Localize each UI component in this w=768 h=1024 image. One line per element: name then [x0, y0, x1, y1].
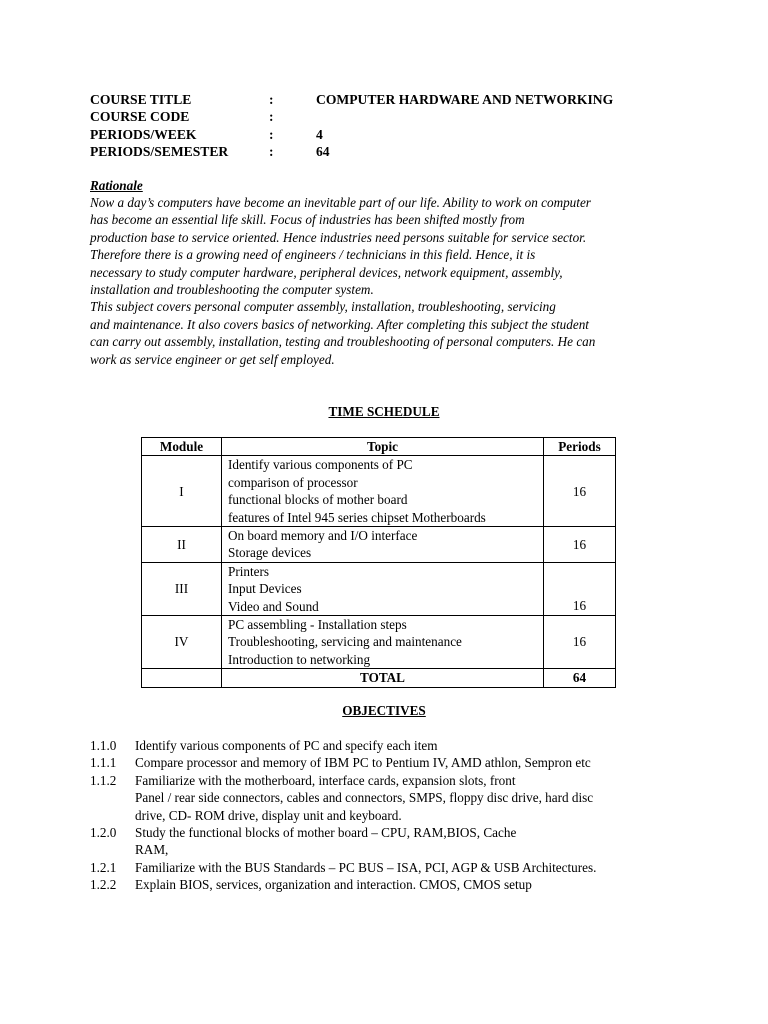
objective-line: Familiarize with the BUS Standards – PC BUS – ISA, PCI, AGP & USB Architectures. [135, 859, 597, 875]
topic-line: comparison of processor [228, 474, 358, 490]
topic-line: features of Intel 945 series chipset Motherboards [228, 509, 486, 525]
module-cell: III [142, 562, 222, 615]
objective-line: Explain BIOS, services, organization and interaction. CMOS, CMOS setup [135, 877, 532, 893]
topic-header: Topic [222, 438, 544, 456]
objective-text [135, 772, 710, 824]
periods-cell: 16 [544, 616, 616, 669]
course-info-row [90, 91, 690, 108]
periods-cell: 16 [544, 527, 616, 563]
rationale-line: and maintenance. It also covers basics of networking. After completing this subject the student [90, 316, 589, 332]
objective-line: Identify various components of PC and specify each item [135, 738, 438, 753]
topic-line: Introduction to networking [228, 651, 371, 667]
objective-line: drive, CD- ROM drive, display unit and keyboard. [135, 807, 402, 823]
rationale-line: production base to service oriented. Hence industries need persons suitable for service sector. [90, 229, 587, 245]
topic-line: Storage devices [228, 545, 312, 561]
table-row [142, 562, 616, 615]
table-row [142, 616, 616, 669]
objective-number: 1.1.0 [90, 738, 117, 753]
topic-line: Input Devices [228, 581, 302, 597]
separator: : [269, 144, 274, 160]
rationale-line: necessary to study computer hardware, peripheral devices, network equipment, assembly, [90, 264, 563, 280]
module-cell: I [142, 456, 222, 527]
course-title-label: COURSE TITLE [90, 92, 192, 107]
rationale-line: can carry out assembly, installation, testing and troubleshooting of personal computers. He can [90, 334, 596, 350]
objective-line: Panel / rear side connectors, cables and connectors, SMPS, floppy disc drive, hard disc [135, 790, 594, 806]
objectives-title: OBJECTIVES [342, 703, 426, 718]
topic-cell [222, 527, 544, 563]
module-header: Module [142, 438, 222, 456]
objective-line: RAM, [135, 842, 169, 858]
separator: : [269, 109, 274, 125]
objective-text [135, 737, 710, 754]
periods-semester-label: PERIODS/SEMESTER [90, 144, 229, 160]
rationale-line: Therefore there is a growing need of engineers / technicians in this field. Hence, it is [90, 247, 536, 263]
table-total-row [142, 669, 616, 687]
objective-text [135, 824, 710, 859]
course-info-row [90, 126, 690, 143]
rationale-line: installation and troubleshooting the computer system. [90, 282, 374, 298]
module-cell: II [142, 527, 222, 563]
objective-item [90, 754, 710, 771]
topic-cell [222, 616, 544, 669]
topic-line: Printers [228, 563, 270, 579]
objective-line: Familiarize with the motherboard, interface cards, expansion slots, front [135, 772, 516, 788]
objective-item [90, 824, 710, 859]
table-row [142, 456, 616, 527]
topic-line: Identify various components of PC [228, 457, 413, 473]
course-title-value: COMPUTER HARDWARE AND NETWORKING [316, 92, 614, 107]
total-label: TOTAL [222, 669, 544, 687]
rationale-line: This subject covers personal computer assembly, installation, troubleshooting, servicing [90, 299, 556, 315]
objective-item [90, 859, 710, 876]
objective-line: Study the functional blocks of mother board – CPU, RAM,BIOS, Cache [135, 825, 517, 841]
course-info-row [90, 108, 690, 125]
periods-week-value: 4 [316, 126, 323, 142]
topic-cell [222, 456, 544, 527]
objective-text [135, 876, 710, 893]
topic-line: Video and Sound [228, 598, 319, 614]
rationale-line: has become an essential life skill. Focus of industries has been shifted mostly from [90, 212, 525, 228]
table-header-row [142, 438, 616, 456]
topic-line: PC assembling - Installation steps [228, 617, 407, 633]
time-schedule-title: TIME SCHEDULE [328, 404, 440, 419]
rationale-heading: Rationale [90, 178, 143, 193]
topic-cell [222, 562, 544, 615]
objective-number: 1.2.1 [90, 859, 117, 875]
separator: : [269, 92, 274, 107]
objective-number: 1.2.0 [90, 825, 117, 841]
objective-item [90, 876, 710, 893]
objectives-list [90, 737, 710, 894]
rationale-line: work as service engineer or get self employed. [90, 351, 335, 367]
module-cell: IV [142, 616, 222, 669]
empty-cell [142, 669, 222, 687]
total-value: 64 [544, 669, 616, 687]
periods-header: Periods [544, 438, 616, 456]
course-code-label: COURSE CODE [90, 109, 190, 125]
topic-line: functional blocks of mother board [228, 492, 408, 508]
topic-line: Troubleshooting, servicing and maintenance [228, 634, 462, 650]
periods-cell: 16 [544, 562, 616, 615]
objective-number: 1.2.2 [90, 877, 117, 893]
objective-text [135, 754, 710, 771]
objective-text [135, 859, 710, 876]
rationale-line: Now a day’s computers have become an inevitable part of our life. Ability to work on computer [90, 195, 591, 210]
separator: : [269, 126, 274, 142]
objective-number: 1.1.1 [90, 755, 117, 771]
objective-item [90, 772, 710, 824]
course-info [90, 91, 690, 161]
objective-line: Compare processor and memory of IBM PC to Pentium IV, AMD athlon, Sempron etc [135, 755, 591, 771]
periods-week-label: PERIODS/WEEK [90, 126, 197, 142]
time-schedule-table [141, 437, 616, 688]
rationale-paragraph [90, 194, 690, 368]
periods-cell: 16 [544, 456, 616, 527]
table-row [142, 527, 616, 563]
objective-number: 1.1.2 [90, 772, 117, 788]
objective-item [90, 737, 710, 754]
course-info-row [90, 143, 690, 160]
topic-line: On board memory and I/O interface [228, 528, 418, 544]
periods-semester-value: 64 [316, 144, 330, 160]
